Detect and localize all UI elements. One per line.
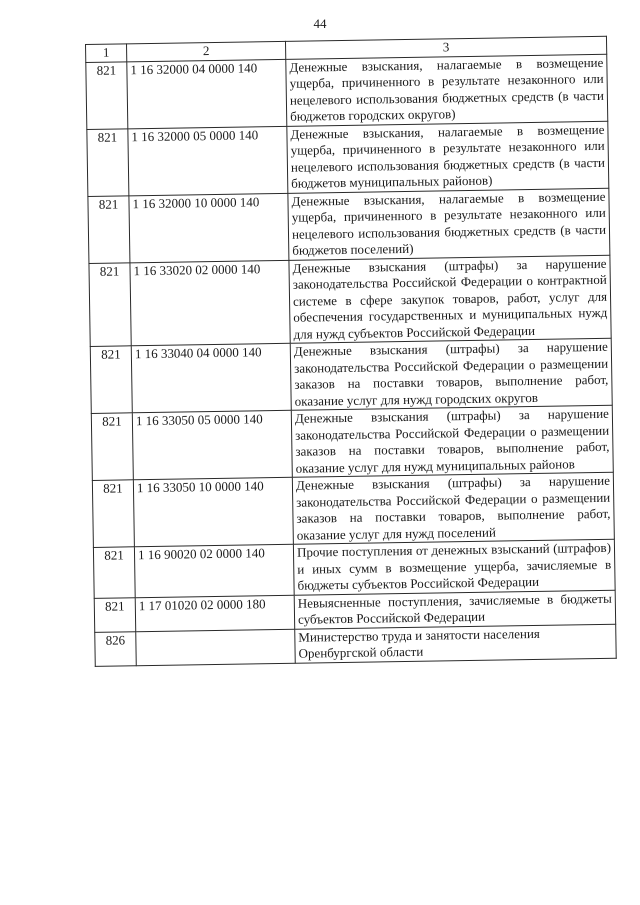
section-code-cell <box>136 629 296 665</box>
admin-code-cell: 821 <box>93 547 135 598</box>
table-row <box>89 255 611 347</box>
revenue-name-cell: Денежные взыскания (штрафы) за нарушение законодательства Российской Федерации о контрактной системе в сфере закупок товаров, работ, услуг для обеспечения государственных и муниципальных нужд для нужд субъектов Российской Федерации <box>289 255 611 344</box>
revenue-name-cell: Денежные взыскания (штрафы) за нарушение законодательства Российской Федерации о размещении заказов на поставки товаров, выполнение работ, оказание услуг для нужд городских округов <box>290 338 612 410</box>
admin-code-cell: 821 <box>86 61 128 129</box>
table-row <box>88 188 610 263</box>
revenue-code-cell: 1 16 33050 10 0000 140 <box>133 477 293 546</box>
revenue-name-cell: Денежные взыскания (штрафы) за нарушение законодательства Российской Федерации о размещении заказов на поставки товаров, выполнение работ, оказание услуг для нужд муниципальных районов <box>291 405 613 477</box>
table-row <box>91 405 613 480</box>
page-number: 44 <box>313 16 327 31</box>
revenue-name-cell: Денежные взыскания, налагаемые в возмещение ущерба, причиненного в результате незаконного или нецелевого использования бюджетных средств (в части бюджетов городских округов) <box>286 54 608 126</box>
table-row <box>86 54 608 129</box>
column-header-1: 1 <box>86 44 127 62</box>
table-row <box>87 121 609 196</box>
admin-code-cell: 821 <box>90 346 132 414</box>
admin-code-cell: 821 <box>88 195 130 263</box>
admin-code-cell: 821 <box>91 413 133 481</box>
revenue-code-cell: 1 16 33020 02 0000 140 <box>130 260 290 346</box>
section-admin-code: 826 <box>95 631 137 666</box>
column-header-2: 2 <box>127 41 286 61</box>
column-header-3: 3 <box>285 36 606 59</box>
revenue-code-cell: 1 16 32000 05 0000 140 <box>128 126 288 195</box>
revenue-code-cell: 1 16 32000 10 0000 140 <box>129 193 289 262</box>
section-title: Министерство труда и занятости населения Оренбургской области <box>295 624 616 663</box>
admin-code-cell: 821 <box>89 262 131 346</box>
revenue-name-cell: Денежные взыскания, налагаемые в возмещение ущерба, причиненного в результате незаконного или нецелевого использования бюджетных средств (в части бюджетов поселений) <box>288 188 610 260</box>
revenue-code-cell: 1 16 33040 04 0000 140 <box>131 343 291 412</box>
table-row <box>90 338 612 413</box>
table-row <box>92 472 614 547</box>
admin-code-cell: 821 <box>87 128 129 196</box>
revenue-code-cell: 1 17 01020 02 0000 180 <box>135 595 295 631</box>
admin-code-cell: 821 <box>94 597 136 632</box>
revenue-name-cell: Невыясненные поступления, зачисляемые в бюджеты субъектов Российской Федерации <box>294 590 615 629</box>
revenue-code-cell: 1 16 32000 04 0000 140 <box>127 59 287 128</box>
section-row <box>95 624 616 666</box>
revenue-code-cell: 1 16 90020 02 0000 140 <box>134 544 294 597</box>
revenue-name-cell: Денежные взыскания (штрафы) за нарушение законодательства Российской Федерации о размещении заказов на поставки товаров, выполнение работ, оказание услуг для нужд поселений <box>292 472 614 544</box>
admin-code-cell: 821 <box>92 480 134 548</box>
table-row <box>93 539 615 598</box>
revenue-name-cell: Денежные взыскания, налагаемые в возмещение ущерба, причиненного в результате незаконного или нецелевого использования бюджетных средств (в части бюджетов муниципальных районов) <box>287 121 609 193</box>
revenue-name-cell: Прочие поступления от денежных взысканий (штрафов) и иных сумм в возмещение ущерба, зачисляемые в бюджеты субъектов Российской Федерации <box>293 539 615 595</box>
revenue-code-cell: 1 16 33050 05 0000 140 <box>132 410 292 479</box>
revenue-codes-table <box>85 36 617 667</box>
